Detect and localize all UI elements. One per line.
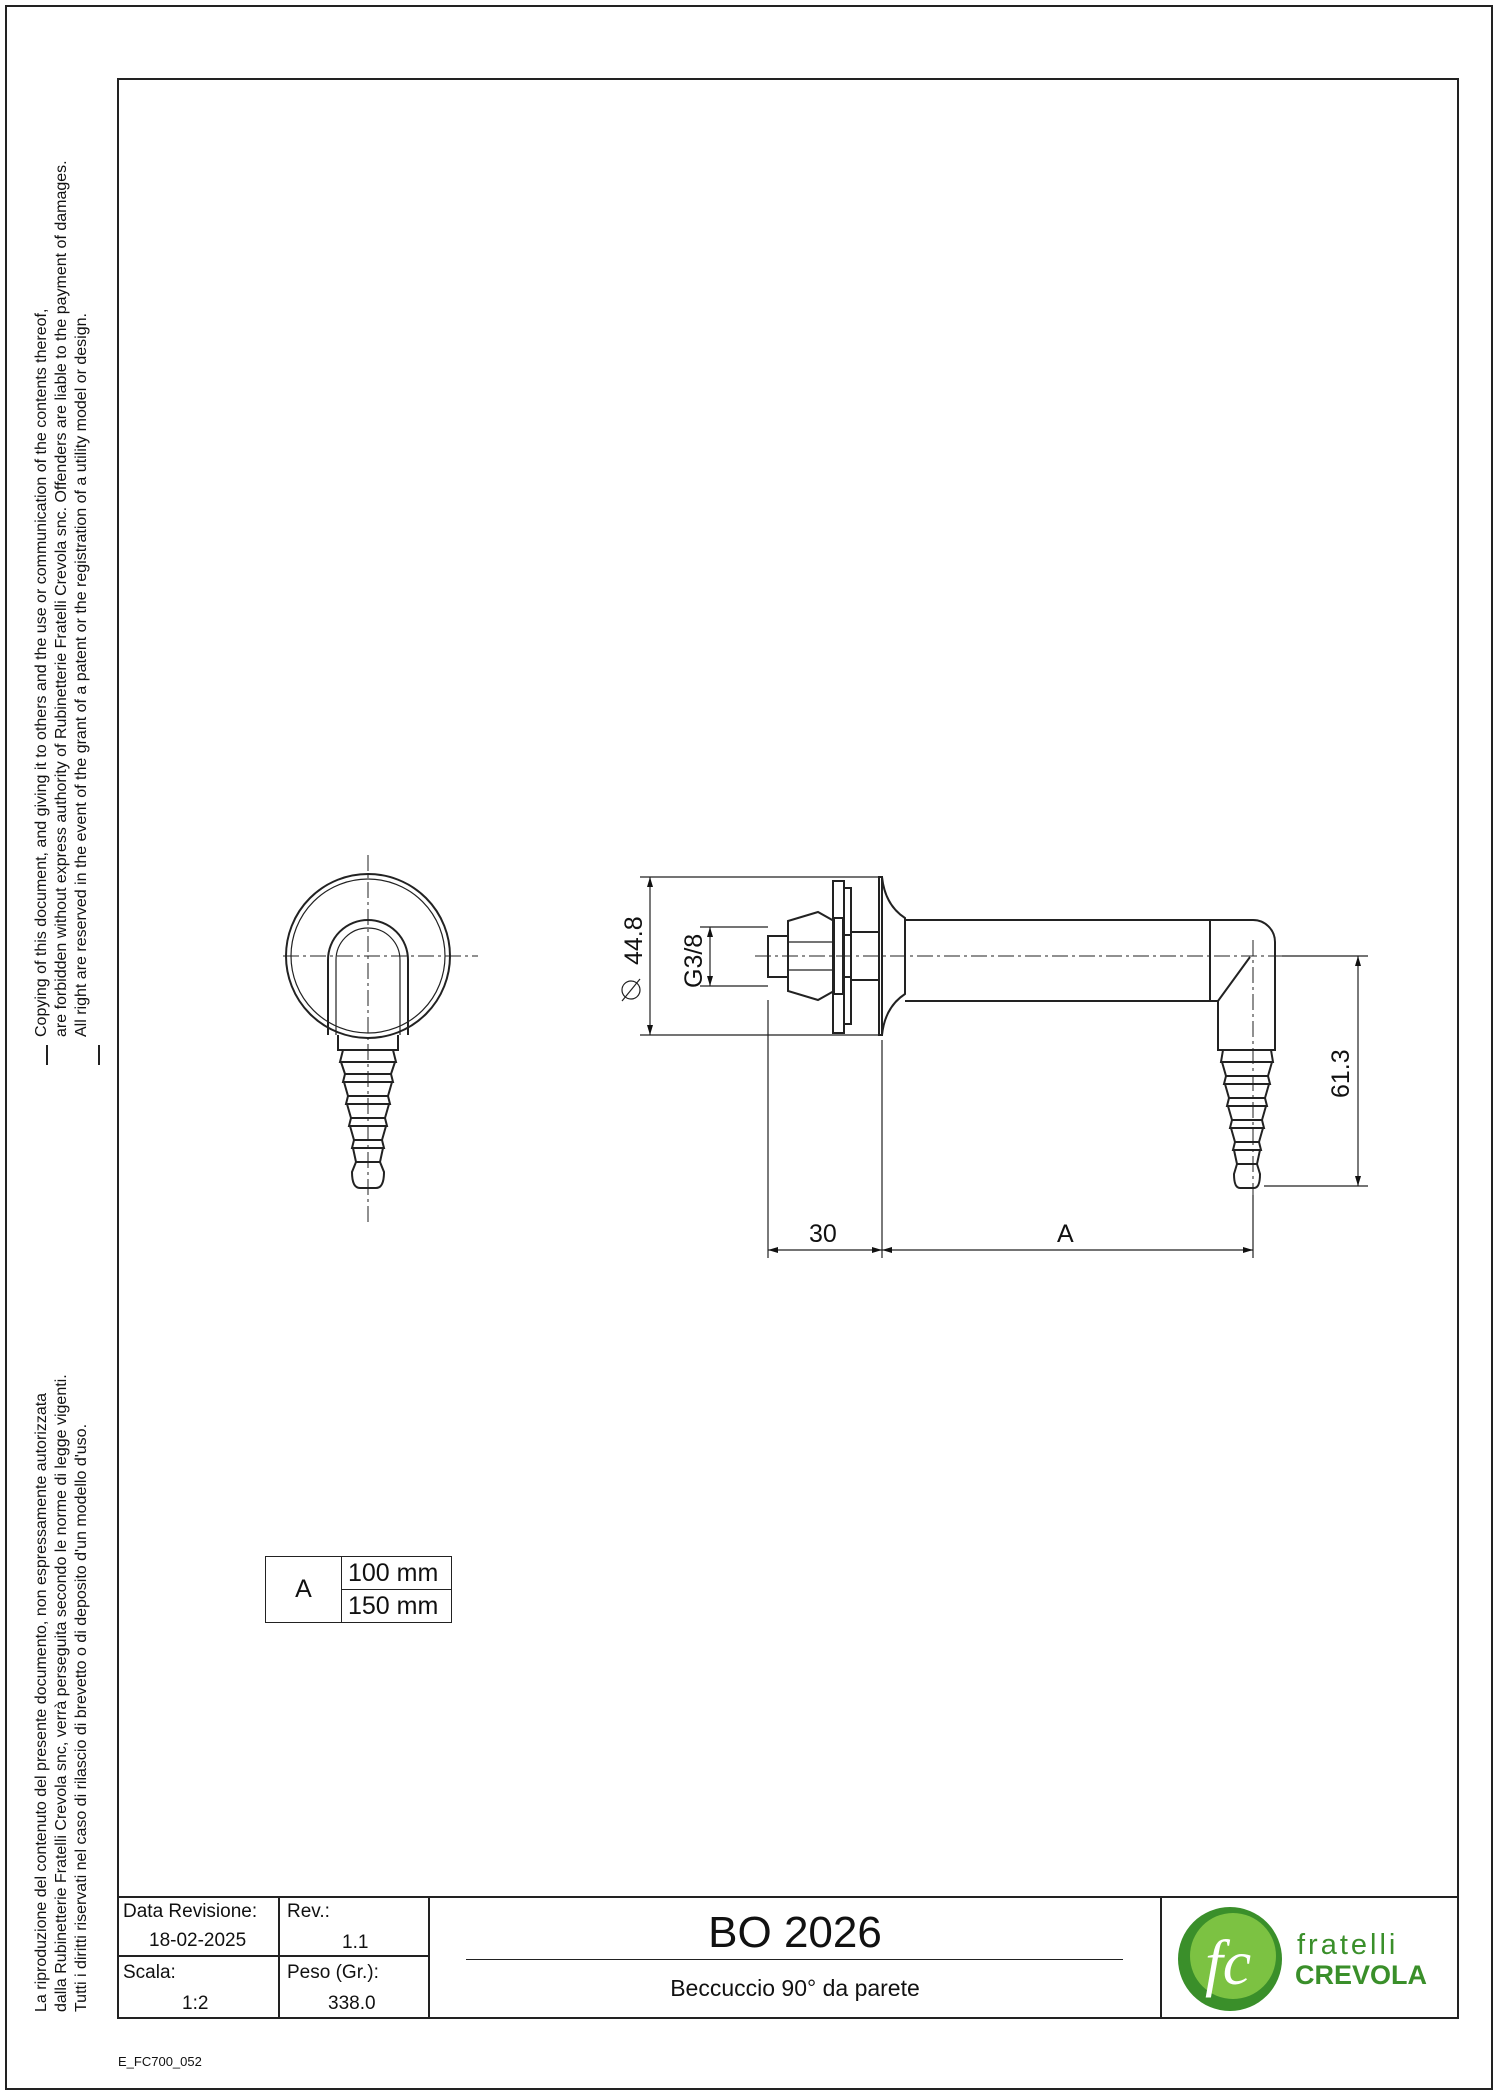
thread-value: G3/8 <box>680 933 708 988</box>
notice-line: La riproduzione del contenuto del presente documento, non espressamente autorizzata <box>33 1392 50 2012</box>
scale-value: 1:2 <box>182 1993 209 2014</box>
length-label: A <box>1057 1220 1074 1248</box>
side-hose-barb <box>1224 1076 1270 1084</box>
size-table <box>265 1556 452 1623</box>
logo-initials: fc <box>1205 1927 1252 1998</box>
nut-length-value: 30 <box>809 1220 837 1248</box>
notice-line: are forbidden without express authority of Rubinetterie Fratelli Crevola snc. Offenders are liable to the payment of damages. <box>53 160 70 1037</box>
front-view <box>283 855 478 1222</box>
title-block-divider <box>428 1896 430 2019</box>
logo-line1: fratelli <box>1297 1929 1399 1961</box>
side-hose-barb <box>1225 1084 1269 1098</box>
weight-label: Peso (Gr.): <box>287 1962 379 1983</box>
product-code: BO 2026 <box>708 1908 882 1957</box>
elbow-collar <box>1218 1035 1275 1050</box>
logo-line2: CREVOLA <box>1295 1960 1428 1990</box>
title-block-divider <box>117 1955 429 1957</box>
side-hose-barb <box>1222 1062 1272 1076</box>
title-block-divider <box>278 1896 280 2019</box>
notice-line: Copying of this document, and giving it to others and the use or communication of the contents thereof, <box>33 308 50 1037</box>
height-value: 61.3 <box>1327 1049 1355 1098</box>
size-table-key: A <box>266 1557 342 1623</box>
side-hose-barb <box>1231 1128 1263 1142</box>
revision-date-label: Data Revisione: <box>123 1901 258 1922</box>
flange-face <box>879 877 882 1035</box>
notice-line: All right are reserved in the event of the grant of a patent or the registration of a utility model or design. <box>73 313 90 1037</box>
side-hose-barb <box>1227 1098 1267 1106</box>
company-logo <box>1175 1904 1455 2014</box>
size-table-value: 100 mm <box>342 1557 452 1590</box>
side-hose-barb <box>1221 1050 1273 1062</box>
weight-value: 338.0 <box>328 1993 376 2014</box>
elbow-outer <box>1200 920 1275 1035</box>
title-block-divider <box>1160 1896 1162 2019</box>
notice-line: Tutti i diritti riservati nel caso di rilascio di brevetto o di deposito d'un modello d'uso. <box>73 1423 90 2012</box>
side-hose-barb <box>1234 1150 1260 1164</box>
product-description: Beccuccio 90° da parete <box>670 1975 920 2001</box>
rev-value: 1.1 <box>342 1932 369 1953</box>
diameter-symbol-slash <box>622 979 640 1001</box>
rev-label: Rev.: <box>287 1901 330 1922</box>
elbow-inner <box>1210 920 1250 1001</box>
size-table-value: 150 mm <box>342 1590 452 1623</box>
side-view <box>755 877 1360 1220</box>
notice-line: dalla Rubinetterie Fratelli Crevola snc, verrà perseguita secondo le norme di legge vigenti. <box>53 1374 70 2012</box>
side-hose-barb <box>1228 1106 1266 1120</box>
side-hose-barb <box>1230 1120 1264 1128</box>
revision-date: 18-02-2025 <box>149 1930 247 1951</box>
diameter-value: 44.8 <box>620 916 648 965</box>
document-code: E_FC700_052 <box>118 2054 202 2069</box>
side-hose-tip <box>1234 1164 1260 1188</box>
dimensions <box>622 877 1368 1258</box>
side-hose-barb <box>1233 1142 1261 1150</box>
title-underline <box>466 1959 1123 1960</box>
scale-label: Scala: <box>123 1962 176 1983</box>
